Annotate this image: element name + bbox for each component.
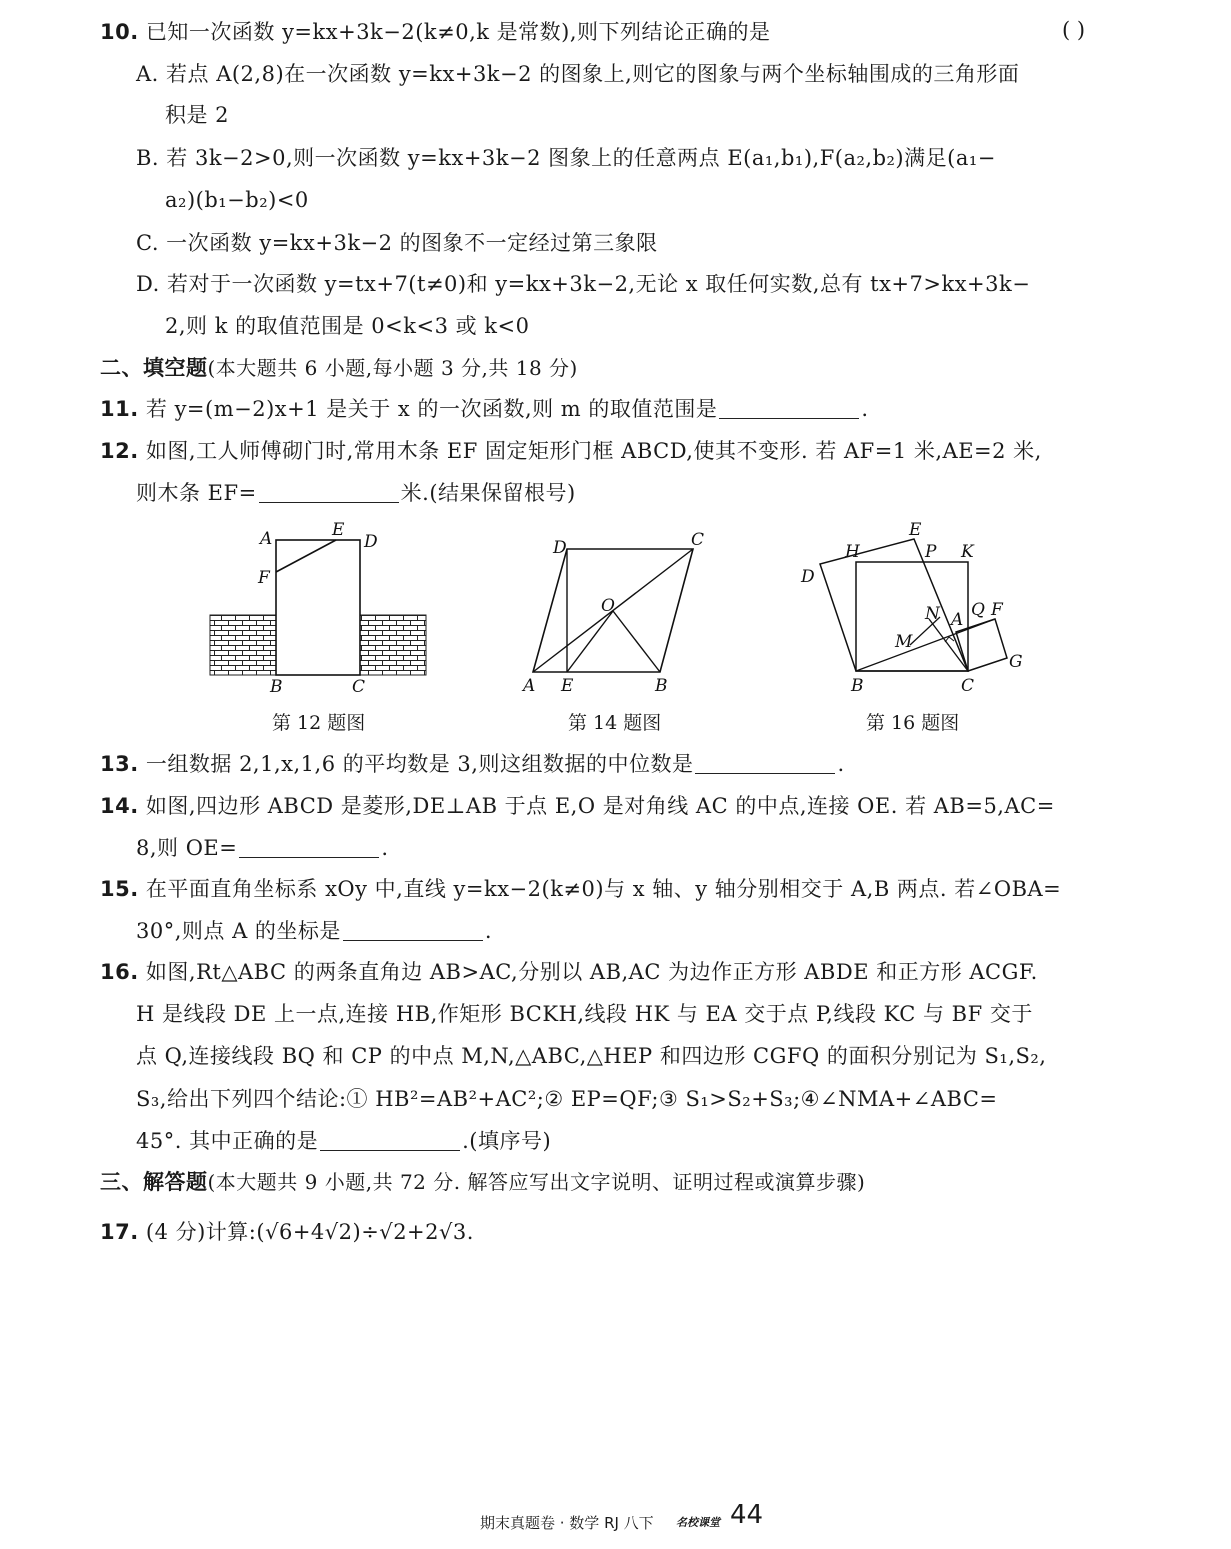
q14-answer-blank (239, 837, 379, 858)
q10-option-d-line2: 2,则 k 的取值范围是 0<k<3 或 k<0 (165, 314, 530, 338)
label-e: E (909, 520, 922, 540)
section3-note: (本大题共 9 小题,共 72 分. 解答应写出文字说明、证明过程或演算步骤) (207, 1170, 866, 1194)
label-n: N (925, 604, 940, 624)
q10-stem-text: 已知一次函数 y=kx+3k−2(k≠0,k 是常数),则下列结论正确的是 (145, 20, 771, 44)
page-number: 44 (730, 1500, 764, 1530)
q10-stem (100, 18, 771, 46)
q13-answer-blank (695, 753, 835, 774)
q15-end: . (484, 919, 493, 943)
q15-line2 (136, 917, 492, 945)
q10-number: 10. (100, 20, 139, 44)
q14-text-line2a: 8,则 OE= (136, 836, 238, 860)
q14-end: . (381, 836, 389, 860)
figure-14-caption: 第 14 题图 (568, 712, 662, 734)
label-b: B (851, 676, 864, 696)
figure-12 (200, 520, 440, 700)
q16-line4: S₃,给出下列四个结论:① HB²=AB²+AC²;② EP=QF;③ S₁>S₂+S₃;④∠NMA+∠ABC= (136, 1087, 998, 1111)
q15-text-line2a: 30°,则点 A 的坐标是 (136, 919, 341, 943)
q14-number: 14. (100, 794, 139, 818)
label-b: B (270, 677, 283, 697)
segment-bf (856, 619, 995, 671)
label-c: C (352, 677, 366, 697)
label-a: A (951, 610, 964, 630)
section2-note: (本大题共 6 小题,每小题 3 分,共 18 分) (207, 356, 578, 380)
label-m: M (895, 632, 913, 652)
label-q: Q (971, 600, 985, 620)
square-acgf (956, 619, 1007, 671)
q12-text-line1: 如图,工人师傅砌门时,常用木条 EF 固定矩形门框 ABCD,使其不变形. 若 AF=1 米,AE=2 米, (145, 439, 1042, 463)
left-brick-wall (210, 615, 276, 675)
q12-line1 (100, 437, 1042, 465)
q10-option-a-line1: A. 若点 A(2,8)在一次函数 y=kx+3k−2 的图象上,则它的图象与两个坐标轴围成的三角形面 (136, 62, 1020, 86)
footer-title: 期末真题卷 · 数学 RJ 八下 (480, 1514, 654, 1532)
q16-line3: 点 Q,连接线段 BQ 和 CP 的中点 M,N,△ABC,△HEP 和四边形 CGFQ 的面积分别记为 S₁,S₂, (136, 1044, 1047, 1068)
q13-number: 13. (100, 752, 139, 776)
q12-answer-blank (259, 482, 399, 503)
q11-number: 11. (100, 397, 139, 421)
q13-end: . (837, 752, 845, 776)
figure-16-caption: 第 16 题图 (866, 712, 960, 734)
label-c: C (691, 530, 705, 550)
label-p: P (925, 542, 937, 562)
square-abde (820, 539, 968, 671)
figure-12-caption: 第 12 题图 (272, 712, 366, 734)
label-e: E (332, 520, 345, 540)
q11-text: 若 y=(m−2)x+1 是关于 x 的一次函数,则 m 的取值范围是 (145, 397, 718, 421)
q13 (100, 750, 845, 778)
q10-option-d-line1: D. 若对于一次函数 y=tx+7(t≠0)和 y=kx+3k−2,无论 x 取任何实数,总有 tx+7>kx+3k− (136, 272, 1031, 296)
q10-option-b-line2: a₂)(b₁−b₂)<0 (165, 188, 309, 212)
q12-number: 12. (100, 439, 139, 463)
label-g: G (1009, 652, 1023, 672)
q14-line2 (136, 834, 389, 862)
label-b: B (655, 676, 668, 696)
q15-line1 (100, 875, 1061, 903)
footer-brand-logo: 名校课堂 (676, 1516, 720, 1529)
q16-text-line5a: 45°. 其中正确的是 (136, 1129, 319, 1153)
label-f: F (258, 568, 270, 588)
q12-text-line2b: 米.(结果保留根号) (400, 481, 576, 505)
label-f: F (991, 600, 1003, 620)
q10-answer-paren: ( ) (1062, 18, 1086, 42)
q15-number: 15. (100, 877, 139, 901)
label-a: A (260, 529, 273, 549)
q15-answer-blank (343, 920, 483, 941)
figure-14 (515, 525, 715, 700)
q16-line1 (100, 958, 1038, 986)
section3-heading (100, 1168, 865, 1196)
q16-number: 16. (100, 960, 139, 984)
q17 (100, 1218, 474, 1246)
label-o: O (601, 596, 615, 616)
q14-text-line1: 如图,四边形 ABCD 是菱形,DE⊥AB 于点 E,O 是对角线 AC 的中点,连接 OE. 若 AB=5,AC= (145, 794, 1055, 818)
label-k: K (961, 542, 974, 562)
label-d: D (364, 532, 378, 552)
q12-text-line2a: 则木条 EF= (136, 481, 257, 505)
segment-ob (613, 611, 660, 672)
q11-end: . (861, 397, 869, 421)
label-e: E (561, 676, 574, 696)
q11 (100, 395, 869, 423)
q10-option-c: C. 一次函数 y=kx+3k−2 的图象不一定经过第三象限 (136, 231, 658, 255)
q11-answer-blank (719, 398, 859, 419)
label-c: C (961, 676, 975, 696)
label-d: D (553, 538, 567, 558)
q12-line2 (136, 479, 576, 507)
label-h: H (845, 542, 860, 562)
q16-answer-blank (320, 1130, 460, 1151)
q10-option-a-line2: 积是 2 (165, 103, 230, 127)
label-a: A (523, 676, 536, 696)
q13-text: 一组数据 2,1,x,1,6 的平均数是 3,则这组数据的中位数是 (145, 752, 694, 776)
q15-text-line1: 在平面直角坐标系 xOy 中,直线 y=kx−2(k≠0)与 x 轴、y 轴分别相交于 A,B 两点. 若∠OBA= (145, 877, 1062, 901)
q16-text-line1: 如图,Rt△ABC 的两条直角边 AB>AC,分别以 AB,AC 为边作正方形 ABDE 和正方形 ACGF. (145, 960, 1038, 984)
q16-line5 (136, 1127, 551, 1155)
q17-text: (4 分)计算:(√6+4√2)÷√2+2√3. (145, 1220, 474, 1244)
section2-heading (100, 354, 578, 382)
q10-option-b-line1: B. 若 3k−2>0,则一次函数 y=kx+3k−2 图象上的任意两点 E(a₁,b₁),F(a₂,b₂)满足(a₁− (136, 146, 996, 170)
segment-oe (567, 611, 613, 672)
q16-line2: H 是线段 DE 上一点,连接 HB,作矩形 BCKH,线段 HK 与 EA 交于点 P,线段 KC 与 BF 交于 (136, 1002, 1033, 1026)
right-brick-wall (360, 615, 426, 675)
section2-title: 二、填空题 (100, 356, 208, 380)
q16-text-line5b: .(填序号) (462, 1129, 552, 1153)
label-d: D (801, 567, 815, 587)
q14-line1 (100, 792, 1055, 820)
section3-title: 三、解答题 (100, 1170, 208, 1194)
q17-number: 17. (100, 1220, 139, 1244)
door-frame-abcd (276, 540, 360, 675)
figure-16 (795, 515, 1035, 700)
